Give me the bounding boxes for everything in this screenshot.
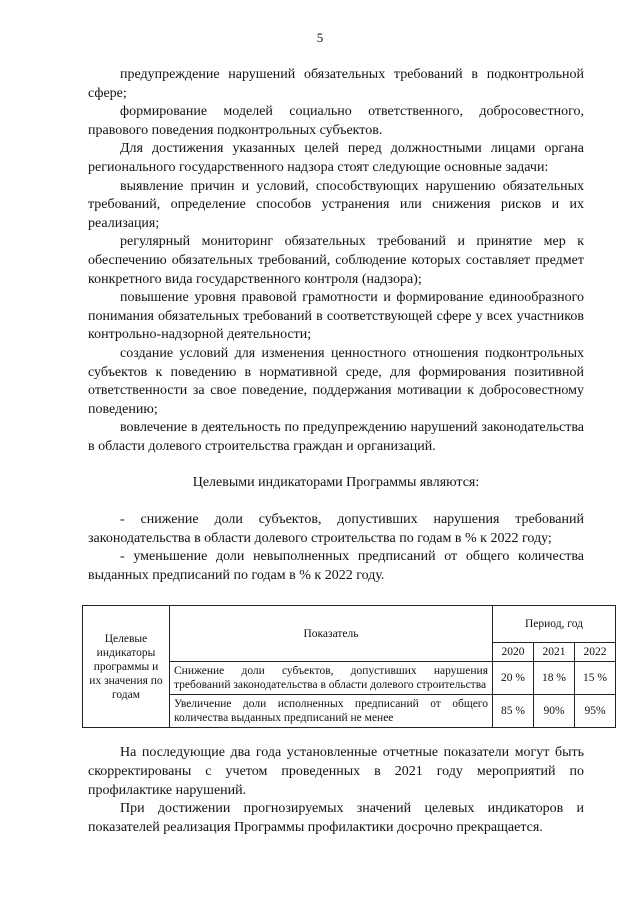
column-header-indicator: Показатель	[170, 606, 493, 662]
row-value: 15 %	[575, 662, 616, 695]
row-label: Увеличение доли исполненных предписаний от общего количества выданных предписаний не менее	[170, 695, 493, 728]
year-header: 2020	[493, 643, 534, 662]
row-value: 18 %	[534, 662, 575, 695]
paragraph: вовлечение в деятельность по предупреждению нарушений законодательства в области долевого строительства граждан и организаций.	[88, 420, 584, 454]
paragraph: повышение уровня правовой грамотности и формирование единообразного понимания обязательных требований в соответствующей сфере у всех участников контрольно-надзорной деятельности;	[88, 290, 584, 343]
paragraph: регулярный мониторинг обязательных требований и принятие мер к обеспечению обязательных требований, соблюдение которых составляет предмет конкретного вида государственного контроля (надзора);	[88, 234, 584, 287]
row-value: 85 %	[493, 695, 534, 728]
paragraph: предупреждение нарушений обязательных требований в подконтрольной сфере;	[88, 67, 584, 101]
year-header: 2022	[575, 643, 616, 662]
indicator-item: - снижение доли субъектов, допустивших нарушения требований законодательства в области долевого строительства по годам в % к 2022 году;	[88, 512, 584, 546]
indicators-table	[82, 605, 616, 728]
document-body	[88, 66, 607, 837]
row-value: 95%	[575, 695, 616, 728]
indicator-item: - уменьшение доли невыполненных предписаний от общего количества выданных предписаний по годам в % к 2022 году.	[88, 549, 584, 583]
paragraph: создание условий для изменения ценностного отношения подконтрольных субъектов к поведению в нормативной среде, для формирования позитивной ответственности за свое поведение, поддержания мотивации к добросовестному поведению;	[88, 345, 584, 417]
paragraph: формирование моделей социально ответственного, добросовестного, правового поведения подконтрольных субъектов.	[88, 104, 584, 138]
row-value: 90%	[534, 695, 575, 728]
row-label: Снижение доли субъектов, допустивших нарушения требований законодательства в области долевого строительства	[170, 662, 493, 695]
column-header-period: Период, год	[493, 606, 616, 643]
paragraph: На последующие два года установленные отчетные показатели могут быть скорректированы с учетом проведенных в 2021 году мероприятий по профилактике нарушений.	[88, 745, 584, 798]
paragraph: При достижении прогнозируемых значений целевых индикаторов и показателей реализация Программы профилактики досрочно прекращается.	[88, 801, 584, 835]
indicators-heading: Целевыми индикаторами Программы являются:	[192, 475, 480, 491]
paragraph: выявление причин и условий, способствующих нарушению обязательных требований, определение способов устранения или снижения рисков и их реализация;	[88, 178, 584, 231]
paragraph: Для достижения указанных целей перед должностными лицами органа регионального государственного надзора стоят следующие основные задачи:	[88, 141, 584, 175]
table-row-header: Целевые индикаторы программы и их значения по годам	[83, 606, 170, 728]
year-header: 2021	[534, 643, 575, 662]
row-value: 20 %	[493, 662, 534, 695]
page-number: 5	[316, 30, 324, 45]
